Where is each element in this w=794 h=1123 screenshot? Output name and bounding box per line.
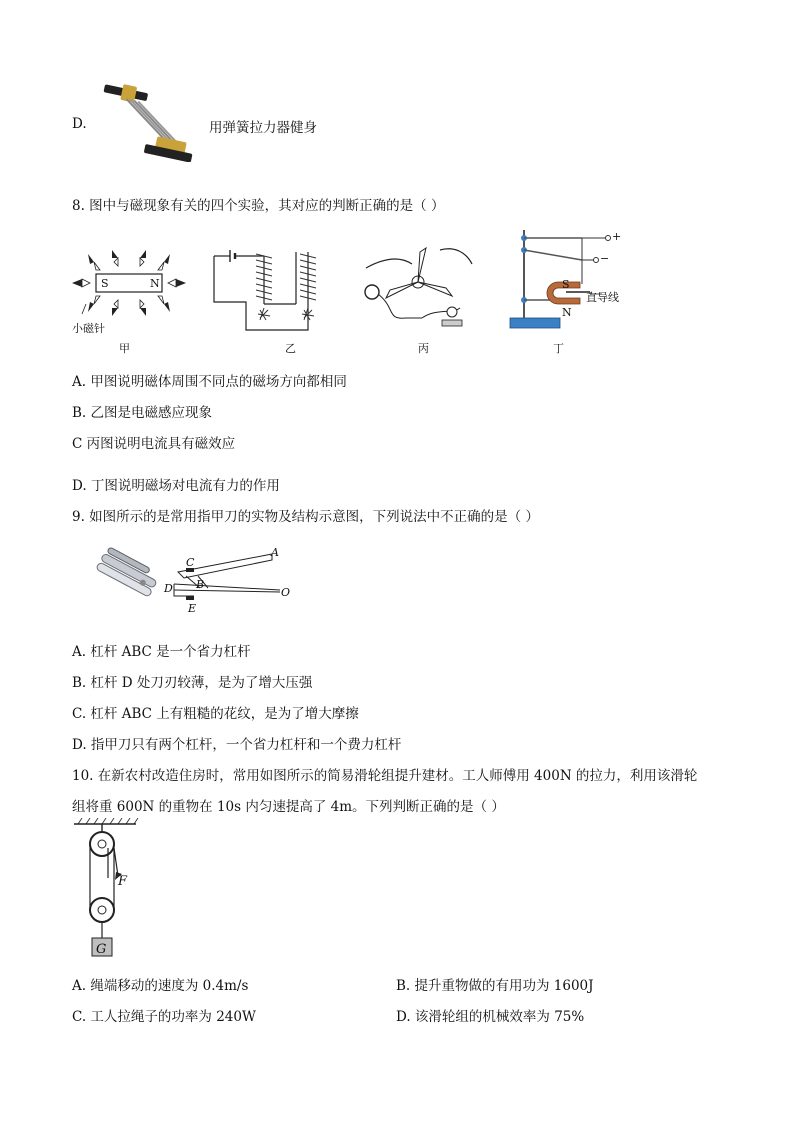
q9-option-a: A. 杠杆 ABC 是一个省力杠杆 [72,644,251,660]
q9-option-c: C. 杠杆 ABC 上有粗糙的花纹，是为了增大摩擦 [72,706,359,722]
q7-option-d-text: 用弹簧拉力器健身 [209,120,317,136]
fig-ding-s-label: S [562,278,570,291]
clipper-point-e: E [188,602,197,615]
q9-option-b: B. 杠杆 D 处刀刃较薄，是为了增大压强 [72,675,313,691]
fig-ding-n-label: N [562,306,572,319]
fig-jia-caption: 甲 [119,342,130,355]
fig-jia-n-label: N [150,277,160,290]
fig-ding-caption: 丁 [553,342,564,355]
q10-option-c: C. 工人拉绳子的功率为 240W [72,1009,256,1025]
fig-bing-generator [356,238,482,334]
fig-yi-electromagnets [208,244,336,336]
q9-option-d: D. 指甲刀只有两个杠杆，一个省力杠杆和一个费力杠杆 [72,737,402,753]
q10-option-b: B. 提升重物做的有用功为 1600J [396,978,594,994]
clipper-point-b: B [196,578,205,591]
q8-stem: 8. 图中与磁现象有关的四个实验，其对应的判断正确的是（ ） [72,198,445,214]
q10-option-a: A. 绳端移动的速度为 0.4m/s [72,978,249,994]
nail-clipper-photo [88,540,164,612]
q8-option-d: D. 丁图说明磁场对电流有力的作用 [72,478,280,494]
fig-jia-needle-label: 小磁针 [72,322,105,335]
fig-ding-wire-label: 直导线 [586,291,619,304]
clipper-point-d: D [164,582,173,595]
q9-stem: 9. 如图所示的是常用指甲刀的实物及结构示意图，下列说法中不正确的是（ ） [72,509,539,525]
clipper-point-a: A [271,546,279,559]
q8-option-c: C 丙图说明电流具有磁效应 [72,436,236,452]
q7-option-d-label: D. [72,116,87,132]
pulley-force-label: F [118,874,128,889]
q10-stem-line1: 10. 在新农村改造住房时，常用如图所示的简易滑轮组提升建材。工人师傅用 400N 的拉力，利用该滑轮 [72,768,698,784]
fig-ding-minus-label: − [600,252,610,265]
q10-option-d: D. 该滑轮组的机械效率为 75% [396,1009,585,1025]
pulley-system-diagram [72,818,152,964]
q10-stem-line2: 组将重 600N 的重物在 10s 内匀速提高了 4m。下列判断正确的是（ ） [72,799,505,815]
fig-jia-s-label: S [101,277,109,290]
fig-bing-caption: 丙 [418,342,429,355]
clipper-point-c: C [186,556,195,569]
fig-yi-caption: 乙 [285,342,296,355]
spring-exerciser-image [88,84,208,162]
fig-ding-plus-label: + [612,230,622,243]
clipper-point-o: O [281,586,291,599]
pulley-weight-label: G [96,942,107,957]
q8-option-b: B. 乙图是电磁感应现象 [72,405,213,421]
q8-option-a: A. 甲图说明磁体周围不同点的磁场方向都相同 [72,374,347,390]
